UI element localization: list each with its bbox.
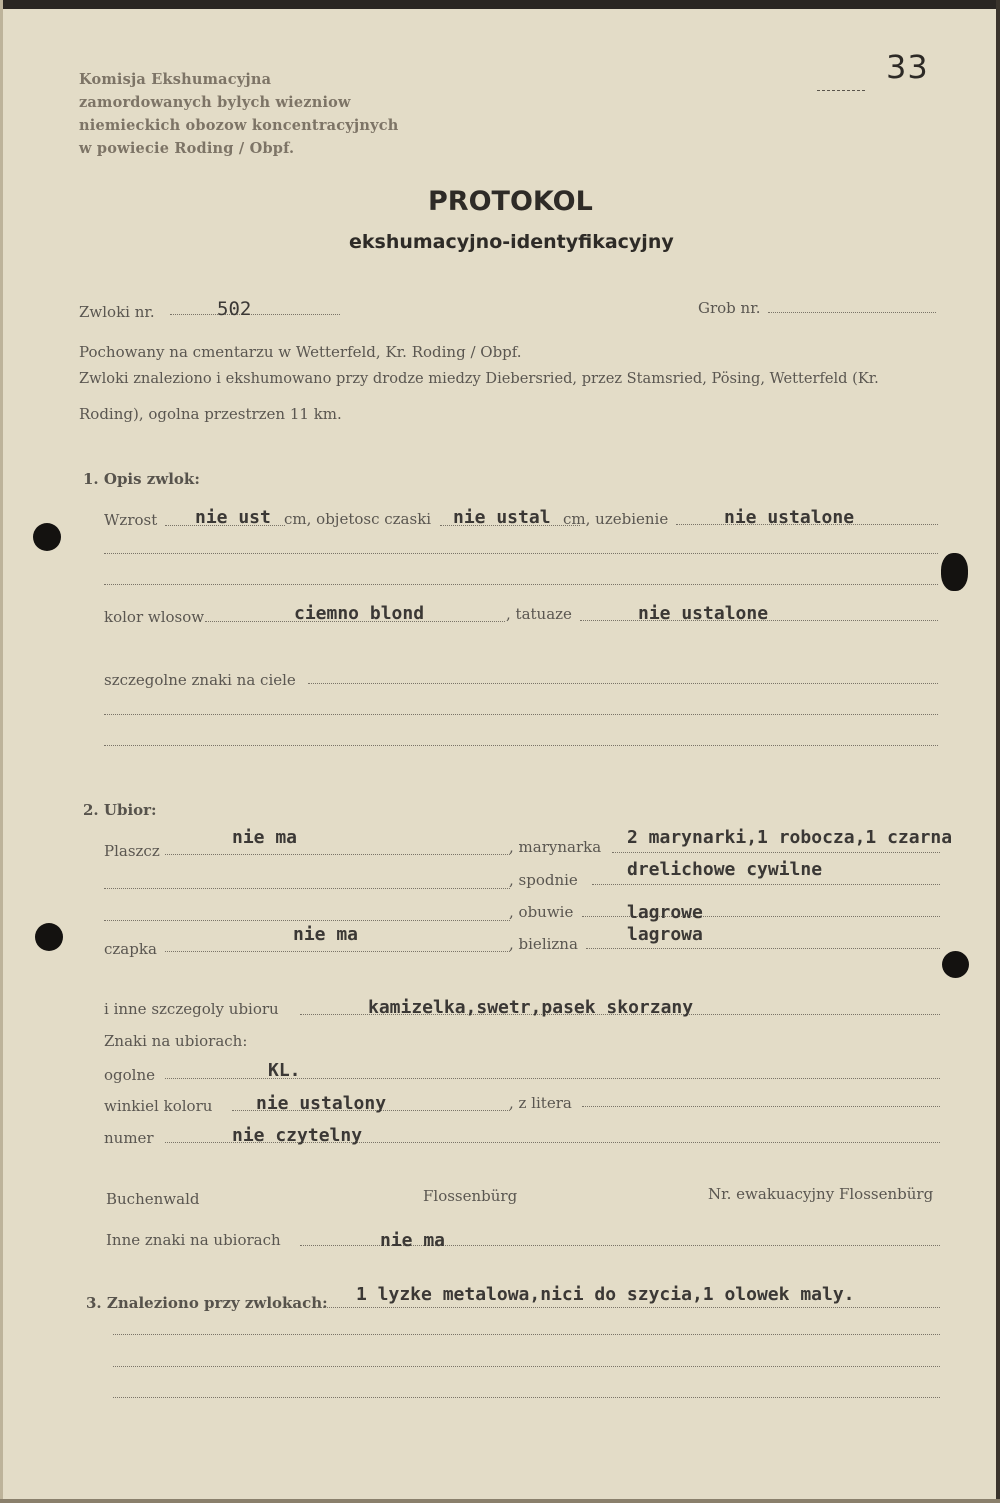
tatuaze-value: nie ustalone bbox=[638, 603, 769, 624]
ubior-line-2 bbox=[104, 888, 510, 889]
opis-line-5 bbox=[104, 714, 938, 715]
commission-line-4: w powiecie Roding / Obpf. bbox=[79, 140, 295, 157]
document-title: PROTOKOL bbox=[428, 186, 593, 217]
obuwie-value: lagrowe bbox=[627, 902, 703, 923]
znaki-ciele-label: szczegolne znaki na ciele bbox=[104, 671, 296, 689]
znaleziono-line-4 bbox=[113, 1397, 940, 1398]
znaki-ubiorach-heading: Znaki na ubiorach: bbox=[104, 1032, 248, 1050]
commission-line-1: Komisja Ekshumacyjna bbox=[79, 71, 272, 88]
section-2-heading: 2. Ubior: bbox=[83, 801, 157, 819]
opis-line-6 bbox=[104, 745, 938, 746]
plaszcz-value: nie ma bbox=[232, 827, 298, 848]
scan-top-border bbox=[0, 0, 1000, 9]
inne-znaki-label: Inne znaki na ubiorach bbox=[106, 1231, 281, 1249]
flossenburg-label: Flossenbürg bbox=[423, 1187, 518, 1205]
scan-right-border bbox=[996, 0, 1000, 1503]
buchenwald-label: Buchenwald bbox=[106, 1190, 200, 1208]
wzrost-label: Wzrost bbox=[104, 511, 158, 529]
znaleziono-line-2 bbox=[113, 1334, 940, 1335]
zwloki-line bbox=[170, 314, 340, 315]
spodnie-label: , spodnie bbox=[509, 871, 578, 889]
spodnie-value: drelichowe cywilne bbox=[627, 859, 823, 880]
wzrost-value: nie ust bbox=[195, 507, 271, 528]
kolor-label: kolor wlosow bbox=[104, 608, 205, 626]
znaki-ciele-line bbox=[308, 683, 938, 684]
inne-szczegoly-value: kamizelka,swetr,pasek skorzany bbox=[368, 997, 694, 1018]
scan-bottom-border bbox=[0, 1499, 1000, 1503]
litera-label: , z litera bbox=[509, 1094, 572, 1112]
burial-line-3: Roding), ogolna przestrzen 11 km. bbox=[79, 405, 342, 423]
marynarka-label: , marynarka bbox=[509, 838, 602, 856]
commission-line-3: niemieckich obozow koncentracyjnych bbox=[79, 117, 399, 134]
inne-znaki-value: nie ma bbox=[380, 1230, 446, 1251]
ewakuacyjny-label: Nr. ewakuacyjny Flossenbürg bbox=[708, 1185, 934, 1203]
czapka-value: nie ma bbox=[293, 924, 359, 945]
ogolne-value: KL. bbox=[268, 1060, 301, 1081]
litera-line bbox=[582, 1106, 940, 1107]
spodnie-line bbox=[592, 884, 940, 885]
burial-line-2: Zwloki znaleziono i ekshumowano przy drodze miedzy Diebersried, przez Stamsried, Pösing, Wetterfeld (Kr. bbox=[79, 370, 879, 387]
plaszcz-line bbox=[165, 854, 510, 855]
punch-hole-upper-right bbox=[941, 553, 968, 591]
punch-hole-lower-right bbox=[942, 951, 969, 978]
scan-left-border bbox=[0, 0, 3, 1503]
marynarka-line bbox=[612, 852, 940, 853]
czaszka-unit: cm, uzebienie bbox=[563, 510, 669, 528]
znaleziono-value: 1 lyzke metalowa,nici do szycia,1 olowek maly. bbox=[356, 1284, 855, 1305]
wzrost-unit: cm, objetosc czaski bbox=[284, 510, 432, 528]
zwloki-value: 502 bbox=[217, 298, 252, 320]
ubior-line-3 bbox=[104, 920, 510, 921]
bielizna-value: lagrowa bbox=[627, 924, 703, 945]
punch-hole-lower-left bbox=[35, 923, 63, 951]
kolor-value: ciemno blond bbox=[294, 603, 425, 624]
znaleziono-line bbox=[318, 1307, 940, 1308]
numer-value: nie czytelny bbox=[232, 1125, 363, 1146]
plaszcz-label: Plaszcz bbox=[104, 842, 160, 860]
page-number-mark bbox=[817, 90, 865, 91]
czapka-label: czapka bbox=[104, 940, 157, 958]
bielizna-line bbox=[586, 948, 940, 949]
czapka-line bbox=[165, 951, 510, 952]
section-3-heading: 3. Znaleziono przy zwlokach: bbox=[86, 1294, 328, 1312]
obuwie-label: , obuwie bbox=[509, 903, 574, 921]
tatuaze-label: , tatuaze bbox=[506, 605, 572, 623]
inne-szczegoly-label: i inne szczegoly ubioru bbox=[104, 1000, 279, 1018]
uzebienie-value: nie ustalone bbox=[724, 507, 855, 528]
grob-label: Grob nr. bbox=[698, 299, 761, 317]
punch-hole-upper-left bbox=[33, 523, 61, 551]
znaleziono-line-3 bbox=[113, 1366, 940, 1367]
czaszka-value: nie ustal bbox=[453, 507, 551, 528]
commission-line-2: zamordowanych bylych wiezniow bbox=[79, 94, 351, 111]
burial-line-1: Pochowany na cmentarzu w Wetterfeld, Kr. Roding / Obpf. bbox=[79, 343, 522, 361]
marynarka-value: 2 marynarki,1 robocza,1 czarna bbox=[627, 827, 953, 848]
numer-label: numer bbox=[104, 1129, 154, 1147]
document-subtitle: ekshumacyjno-identyfikacyjny bbox=[349, 231, 674, 253]
ogolne-label: ogolne bbox=[104, 1066, 155, 1084]
opis-line-2 bbox=[104, 553, 938, 554]
zwloki-label: Zwloki nr. bbox=[79, 303, 155, 321]
section-1-heading: 1. Opis zwlok: bbox=[83, 470, 200, 488]
winkiel-label: winkiel koloru bbox=[104, 1097, 213, 1115]
page-number: 33 bbox=[886, 48, 929, 86]
opis-line-3 bbox=[104, 584, 938, 585]
winkiel-value: nie ustalony bbox=[256, 1093, 387, 1114]
bielizna-label: , bielizna bbox=[509, 935, 578, 953]
grob-line bbox=[768, 312, 936, 313]
